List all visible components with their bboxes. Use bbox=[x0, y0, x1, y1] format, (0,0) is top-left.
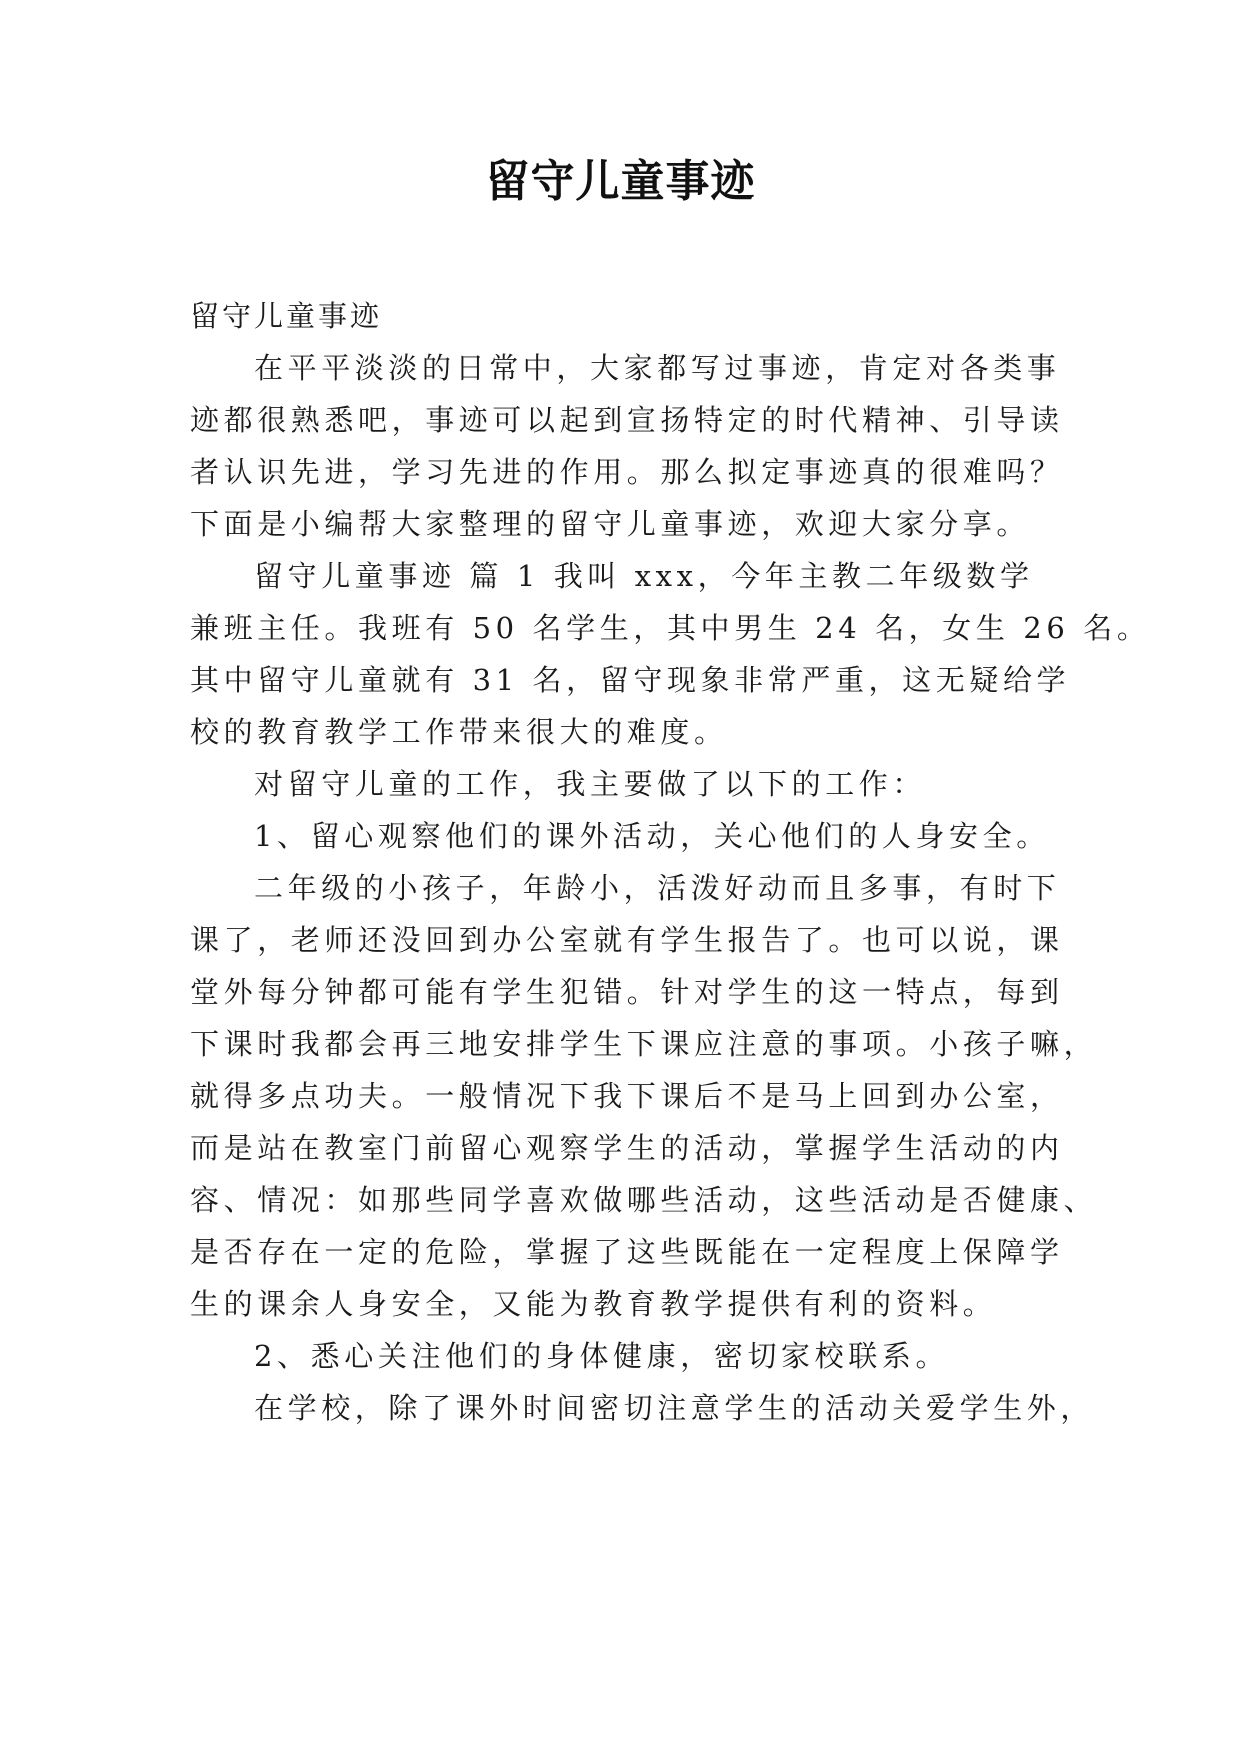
paragraph-line: 是否存在一定的危险，掌握了这些既能在一定程度上保障学 bbox=[190, 1235, 1064, 1269]
paragraph-line: 下面是小编帮大家整理的留守儿童事迹，欢迎大家分享。 bbox=[190, 507, 1031, 541]
paragraph-line: 生的课余人身安全，又能为教育教学提供有利的资料。 bbox=[190, 1287, 997, 1321]
document-title: 留守儿童事迹 bbox=[485, 156, 756, 207]
paragraph-line: 留守儿童事迹 篇 1 我叫 xxx，今年主教二年级数学 bbox=[254, 559, 1034, 593]
paragraph-line: 其中留守儿童就有 31 名，留守现象非常严重，这无疑给学 bbox=[190, 663, 1071, 697]
paragraph-line: 二年级的小孩子，年龄小，活泼好动而且多事，有时下 bbox=[254, 871, 1061, 905]
paragraph-line: 2、悉心关注他们的身体健康，密切家校联系。 bbox=[254, 1339, 950, 1373]
paragraph-line: 容、情况：如那些同学喜欢做哪些活动，这些活动是否健康、 bbox=[190, 1183, 1098, 1217]
paragraph-line: 校的教育教学工作带来很大的难度。 bbox=[190, 715, 728, 749]
paragraph-line: 者认识先进，学习先进的作用。那么拟定事迹真的很难吗？ bbox=[190, 455, 1064, 489]
paragraph-line: 在学校，除了课外时间密切注意学生的活动关爱学生外， bbox=[254, 1391, 1095, 1425]
paragraph-line: 在平平淡淡的日常中，大家都写过事迹，肯定对各类事 bbox=[254, 351, 1061, 385]
paragraph-line: 就得多点功夫。一般情况下我下课后不是马上回到办公室， bbox=[190, 1079, 1064, 1113]
paragraph-line: 下课时我都会再三地安排学生下课应注意的事项。小孩子嘛， bbox=[190, 1027, 1098, 1061]
document-body bbox=[190, 290, 1151, 1434]
paragraph-line: 课了，老师还没回到办公室就有学生报告了。也可以说，课 bbox=[190, 923, 1064, 957]
paragraph-line: 迹都很熟悉吧，事迹可以起到宣扬特定的时代精神、引导读 bbox=[190, 403, 1064, 437]
paragraph-line: 1、留心观察他们的课外活动，关心他们的人身安全。 bbox=[254, 819, 1050, 853]
paragraph-line: 对留守儿童的工作，我主要做了以下的工作： bbox=[254, 767, 927, 801]
document-subtitle: 留守儿童事迹 bbox=[190, 299, 383, 333]
paragraph-line: 而是站在教室门前留心观察学生的活动，掌握学生活动的内 bbox=[190, 1131, 1064, 1165]
paragraph-line: 兼班主任。我班有 50 名学生，其中男生 24 名，女生 26 名。 bbox=[190, 611, 1151, 645]
paragraph-line: 堂外每分钟都可能有学生犯错。针对学生的这一特点，每到 bbox=[190, 975, 1064, 1009]
